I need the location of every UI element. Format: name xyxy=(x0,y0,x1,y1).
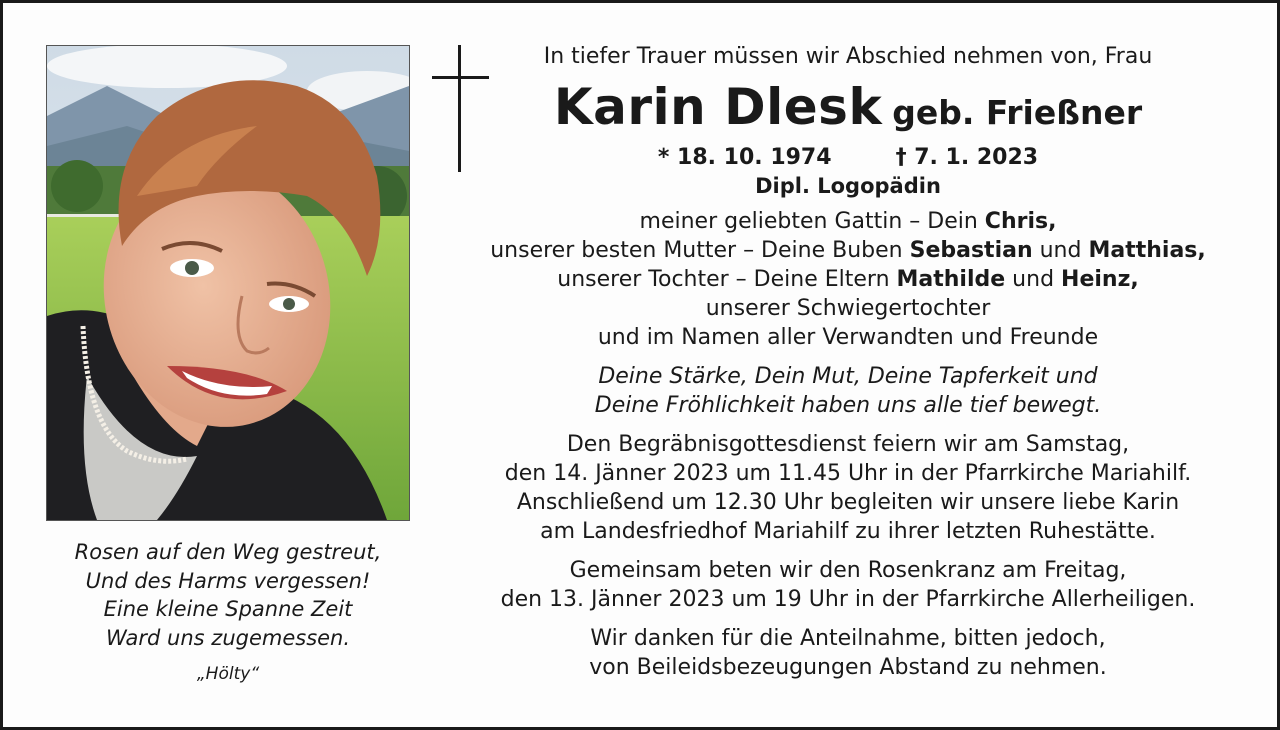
birth-date: * 18. 10. 1974 xyxy=(657,145,832,170)
relation-line: und im Namen aller Verwandten und Freunde xyxy=(597,325,1099,350)
tribute-block xyxy=(472,362,1224,420)
relation-line: unserer Tochter – Deine Eltern Mathilde und Heinz, xyxy=(557,267,1139,292)
memorial-poem xyxy=(28,538,428,652)
rosary-line: Gemeinsam beten wir den Rosenkranz am Freitag, xyxy=(569,558,1127,583)
poem-line: Rosen auf den Weg gestreut, xyxy=(74,540,382,564)
portrait-photo xyxy=(46,45,410,521)
thanks-block xyxy=(472,624,1224,682)
funeral-block xyxy=(472,430,1224,546)
deceased-name-line xyxy=(472,76,1224,150)
notice-text xyxy=(472,42,1224,682)
deceased-name: Karin Dlesk xyxy=(553,78,883,136)
rosary-line: den 13. Jänner 2023 um 19 Uhr in der Pfarrkirche Allerheiligen. xyxy=(500,587,1196,612)
relation-line: unserer besten Mutter – Deine Buben Sebastian und Matthias, xyxy=(490,238,1206,263)
death-date: † 7. 1. 2023 xyxy=(895,145,1039,170)
cross-icon xyxy=(458,45,461,172)
tribute-line: Deine Fröhlichkeit haben uns alle tief bewegt. xyxy=(594,393,1102,418)
relation-line: unserer Schwiegertochter xyxy=(705,296,991,321)
funeral-line: den 14. Jänner 2023 um 11.45 Uhr in der Pfarrkirche Mariahilf. xyxy=(504,461,1192,486)
thanks-line: von Beileidsbezeugungen Abstand zu nehmen. xyxy=(589,655,1107,680)
poem-author: „Hölty“ xyxy=(196,664,260,684)
relations-block xyxy=(472,207,1224,352)
rosary-block xyxy=(472,556,1224,614)
funeral-line: am Landesfriedhof Mariahilf zu ihrer letzten Ruhestätte. xyxy=(540,519,1156,544)
poem-line: Eine kleine Spanne Zeit xyxy=(103,597,353,621)
tribute-line: Deine Stärke, Dein Mut, Deine Tapferkeit und xyxy=(598,364,1098,389)
profession-title: Dipl. Logopädin xyxy=(755,174,941,198)
funeral-line: Anschließend um 12.30 Uhr begleiten wir unsere liebe Karin xyxy=(516,490,1180,515)
poem-line: Und des Harms vergessen! xyxy=(85,568,371,593)
thanks-line: Wir danken für die Anteilnahme, bitten jedoch, xyxy=(590,626,1106,651)
funeral-line: Den Begräbnisgottesdienst feiern wir am Samstag, xyxy=(566,432,1130,457)
birth-name: geb. Frießner xyxy=(892,93,1143,132)
relation-line: meiner geliebten Gattin – Dein Chris, xyxy=(639,209,1057,234)
poem-line: Ward uns zugemessen. xyxy=(105,625,351,650)
intro-line: In tiefer Trauer müssen wir Abschied nehmen von, Frau xyxy=(543,44,1153,69)
